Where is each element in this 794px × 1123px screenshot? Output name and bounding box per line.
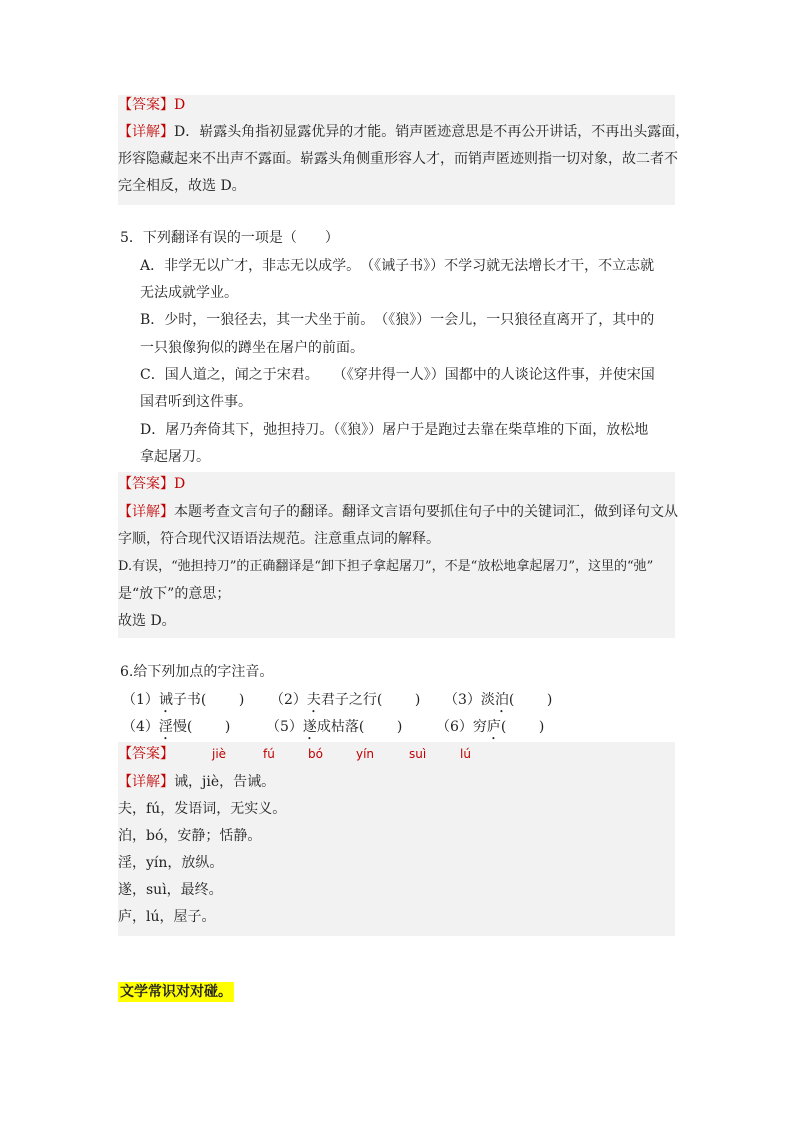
q5-option-a-line1: A．非学无以广才，非志无以成学。 （《诫子书》）不学习就无法增长才干，不立志就 [140, 258, 655, 274]
q5-option-d-line1: D．屠乃奔倚其下，弛担持刀。（《狼》）屠户于是跑过去靠在柴草堆的下面，放松地 [140, 422, 649, 438]
q6-item-3: （3）淡泊( ) [444, 692, 553, 708]
answer-block-6 [118, 742, 675, 936]
detail-text: D．崭露头角指初显露优异的才能。销声匿迹意思是不再公开讲话，不再出头露面， [174, 124, 690, 140]
section-title: 文学常识对对碰。 [120, 984, 232, 1000]
detail-line-4: 是“放下”的意思； [118, 586, 231, 602]
q6-item-1: （1）诫子书( ) [122, 692, 245, 708]
answer-block-4 [118, 95, 690, 205]
detail-line-3: 完全相反，故选 D。 [118, 178, 246, 194]
pinyin-4: yín [356, 747, 375, 761]
q6-item-6: （6）穷庐( ) [436, 719, 545, 735]
question-5-stem: 5．下列翻译有误的一项是（ ） [120, 230, 339, 246]
detail-label: 【详解】 [118, 774, 174, 790]
dotted-char: 泊 [494, 692, 509, 708]
detail-line-5: 故选 D。 [118, 613, 176, 629]
detail-text: 诫，jiè，告诫。 [174, 774, 276, 790]
q5-option-b-line1: B．少时，一狼径去，其一犬坐于前。 （《狼》）一会儿，一只狼径直离开了，其中的 [140, 312, 655, 328]
question-6-stem: 6.给下列加点的字注音。 [120, 664, 274, 680]
detail-line-4: 淫，yín，放纵。 [118, 855, 224, 871]
pinyin-2: fú [263, 747, 275, 761]
answer-line [118, 474, 185, 494]
detail-line-2: 夫，fú，发语词，无实义。 [118, 801, 287, 817]
detail-line-3: 泊，bó，安静；恬静。 [118, 828, 262, 844]
q6-item-4: （4）淫慢( ) [122, 719, 231, 735]
dotted-char: 淫 [158, 719, 173, 735]
answer-value: D [174, 97, 186, 113]
detail-line-5: 遂，suì，最终。 [118, 882, 223, 898]
detail-line-3: D.有误，“弛担持刀”的正确翻译是“卸下担子拿起屠刀”，不是“放松地拿起屠刀”，这里的“弛” [118, 559, 654, 574]
q5-option-a-line2: 无法成就学业。 [140, 285, 238, 301]
detail-line-1 [118, 122, 689, 142]
detail-label: 【详解】 [118, 504, 174, 520]
q5-option-c-line1: C．国人道之，闻之于宋君。 （《穿井得一人》）国都中的人谈论这件事，并使宋国 [140, 367, 655, 383]
answer-value: D [174, 476, 186, 492]
q6-item-2: （2）夫君子之行( ) [270, 692, 421, 708]
answer-block-5 [118, 472, 678, 638]
detail-line-1 [118, 502, 678, 522]
detail-line-2: 形容隐藏起来不出声不露面。崭露头角侧重形容人才，而销声匿迹则指一切对象，故二者不 [118, 151, 678, 167]
pinyin-3: bó [308, 747, 323, 761]
dotted-char: 诫 [158, 692, 173, 708]
answer-label: 【答案】 [118, 97, 174, 113]
q5-option-b-line2: 一只狼像狗似的蹲坐在屠户的前面。 [140, 340, 364, 356]
answer-label: 【答案】 [118, 746, 174, 762]
detail-text: 本题考查文言句子的翻译。翻译文言语句要抓住句子中的关键词汇，做到译句文从 [174, 504, 678, 520]
detail-line-1 [118, 772, 275, 792]
q5-option-d-line2: 拿起屠刀。 [140, 449, 210, 465]
detail-line-2: 字顺，符合现代汉语语法规范。注意重点词的解释。 [118, 531, 440, 547]
answer-line [118, 744, 174, 764]
detail-label: 【详解】 [118, 124, 174, 140]
q6-item-5: （5）遂成枯落( ) [266, 719, 403, 735]
dotted-char: 遂 [302, 719, 317, 735]
dotted-char: 夫 [306, 692, 321, 708]
answer-line [118, 95, 185, 115]
pinyin-6: lú [460, 747, 471, 761]
pinyin-1: jiè [212, 747, 227, 761]
answer-label: 【答案】 [118, 476, 174, 492]
dotted-char: 庐 [486, 719, 501, 735]
q5-option-c-line2: 国君听到这件事。 [140, 394, 252, 410]
pinyin-5: suì [409, 747, 427, 761]
detail-line-6: 庐，lú，屋子。 [118, 909, 216, 925]
